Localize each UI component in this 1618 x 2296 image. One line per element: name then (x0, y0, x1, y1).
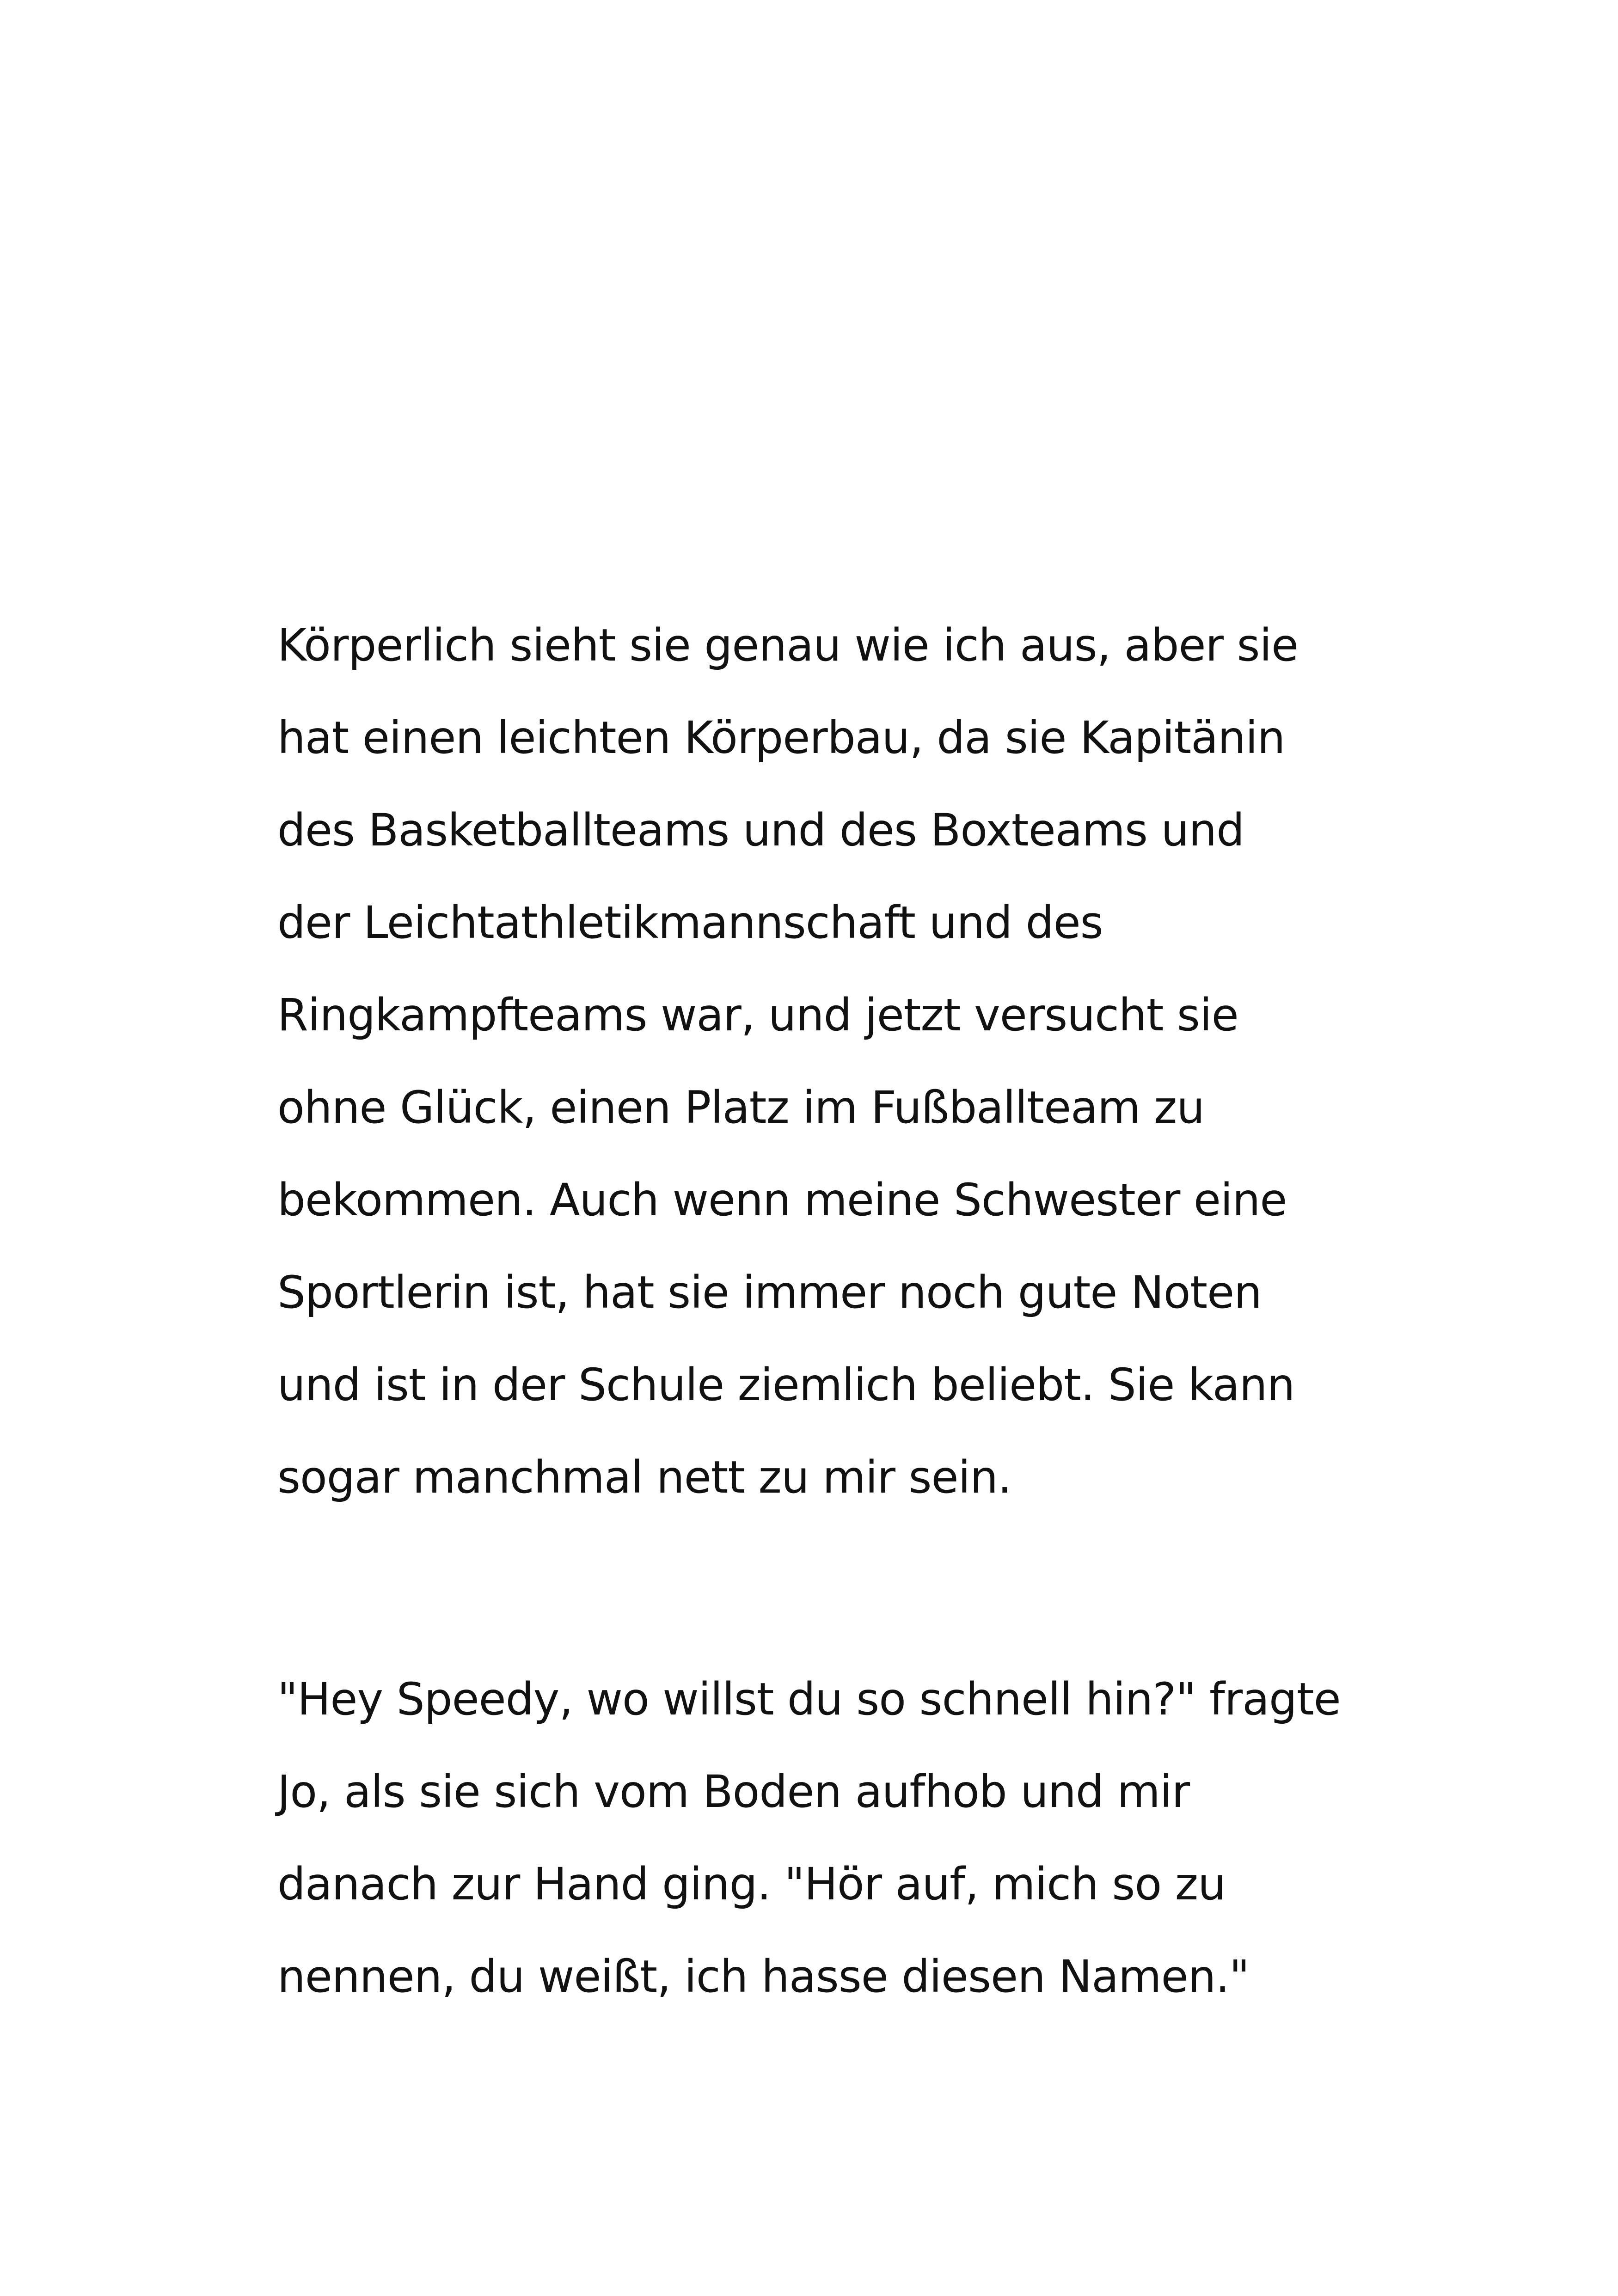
text-line: der Leichtathletikmannschaft und des (277, 897, 1103, 949)
paragraph-2 (277, 1653, 1433, 2023)
text-line: hat einen leichten Körperbau, da sie Kapitänin (277, 712, 1285, 764)
text-line: ohne Glück, einen Platz im Fußballteam zu (277, 1082, 1205, 1133)
text-line: bekommen. Auch wenn meine Schwester eine (277, 1174, 1287, 1226)
text-line: sogar manchmal nett zu mir sein. (277, 1451, 1011, 1503)
text-line: Ringkampfteams war, und jetzt versucht sie (277, 989, 1238, 1041)
text-line: "Hey Speedy, wo willst du so schnell hin?" fragte (277, 1673, 1341, 1725)
text-line: Jo, als sie sich vom Boden aufhob und mir (277, 1766, 1190, 1818)
text-line: danach zur Hand ging. "Hör auf, mich so zu (277, 1858, 1226, 1910)
text-line: und ist in der Schule ziemlich beliebt. Sie kann (277, 1359, 1295, 1411)
text-line: Sportlerin ist, hat sie immer noch gute Noten (277, 1267, 1262, 1318)
text-line: nennen, du weißt, ich hasse diesen Namen." (277, 1951, 1250, 2002)
text-line: des Basketballteams und des Boxteams und (277, 804, 1244, 856)
paragraph-1 (277, 599, 1433, 1524)
text-line: Körperlich sieht sie genau wie ich aus, aber sie (277, 619, 1299, 671)
